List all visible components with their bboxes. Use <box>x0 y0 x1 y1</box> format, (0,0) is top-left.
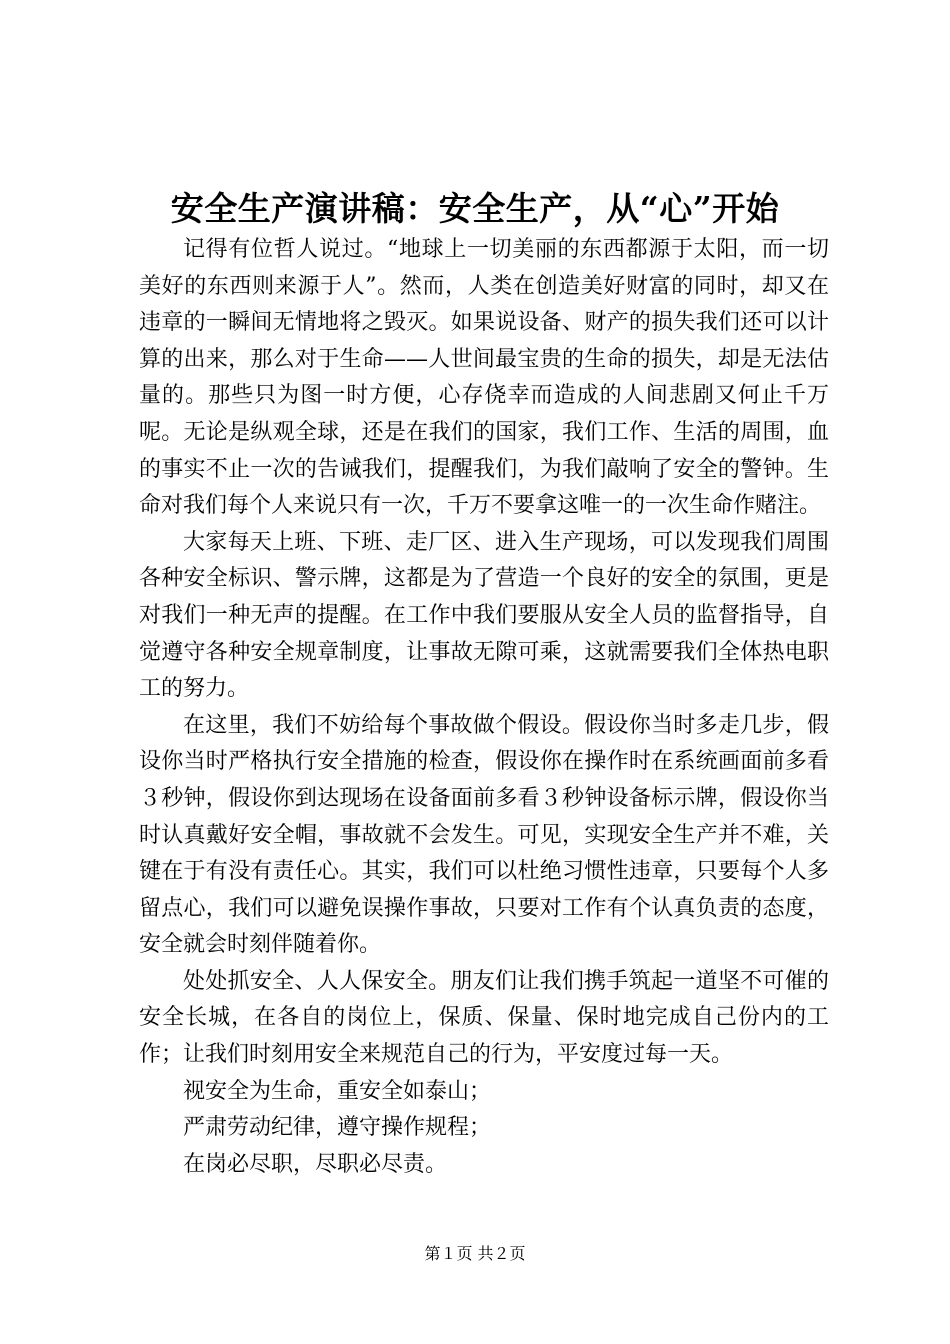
slogan-line: 在岗必尽职，尽职必尽责。 <box>183 1151 448 1177</box>
paragraph: 处处抓安全、人人保安全。朋友们让我们携手筑起一道坚不可催的安全长城，在各自的岗位上，保质、保量、保时地完成自己份内的工作；让我们时刻用安全来规范自己的行为，平安度过每一天。 <box>139 968 829 1068</box>
paragraph: 在这里，我们不妨给每个事故做个假设。假设你当时多走几步，假设你当时严格执行安全措施的检查，假设你在操作时在系统画面前多看３秒钟，假设你到达现场在设备面前多看３秒钟设备标示牌，假设你当时认真戴好安全帽，事故就不会发生。可见，实现安全生产并不难，关键在于有没有责任心。其实，我们可以杜绝习惯性违章，只要每个人多留点心，我们可以避免误操作事故，只要对工作有个认真负责的态度，安全就会时刻伴随着你。 <box>139 712 829 958</box>
slogan-line: 视安全为生命，重安全如泰山； <box>183 1078 492 1104</box>
page-number-footer: 第１页 共２页 <box>424 1244 526 1263</box>
document-title: 安全生产演讲稿：安全生产，从“心”开始 <box>170 189 780 228</box>
slogan-line: 严肃劳动纪律，遵守操作规程； <box>183 1115 492 1141</box>
document-body <box>139 232 829 1183</box>
paragraph: 记得有位哲人说过。“地球上一切美丽的东西都源于太阳，而一切美好的东西则来源于人”。然而，人类在创造美好财富的同时，却又在违章的一瞬间无情地将之毁灭。如果说设备、财产的损失我们还可以计算的出来，那么对于生命——人世间最宝贵的生命的损失，却是无法估量的。那些只为图一时方便，心存侥幸而造成的人间悲剧又何止千万呢。无论是纵观全球，还是在我们的国家，我们工作、生活的周围，血的事实不止一次的告诫我们，提醒我们，为我们敲响了安全的警钟。生命对我们每个人来说只有一次，千万不要拿这唯一的一次生命作赌注。 <box>139 237 829 519</box>
paragraph: 大家每天上班、下班、走厂区、进入生产现场，可以发现我们周围各种安全标识、警示牌，这都是为了营造一个良好的安全的氛围，更是对我们一种无声的提醒。在工作中我们要服从安全人员的监督指导，自觉遵守各种安全规章制度，让事故无隙可乘，这就需要我们全体热电职工的努力。 <box>139 529 829 702</box>
